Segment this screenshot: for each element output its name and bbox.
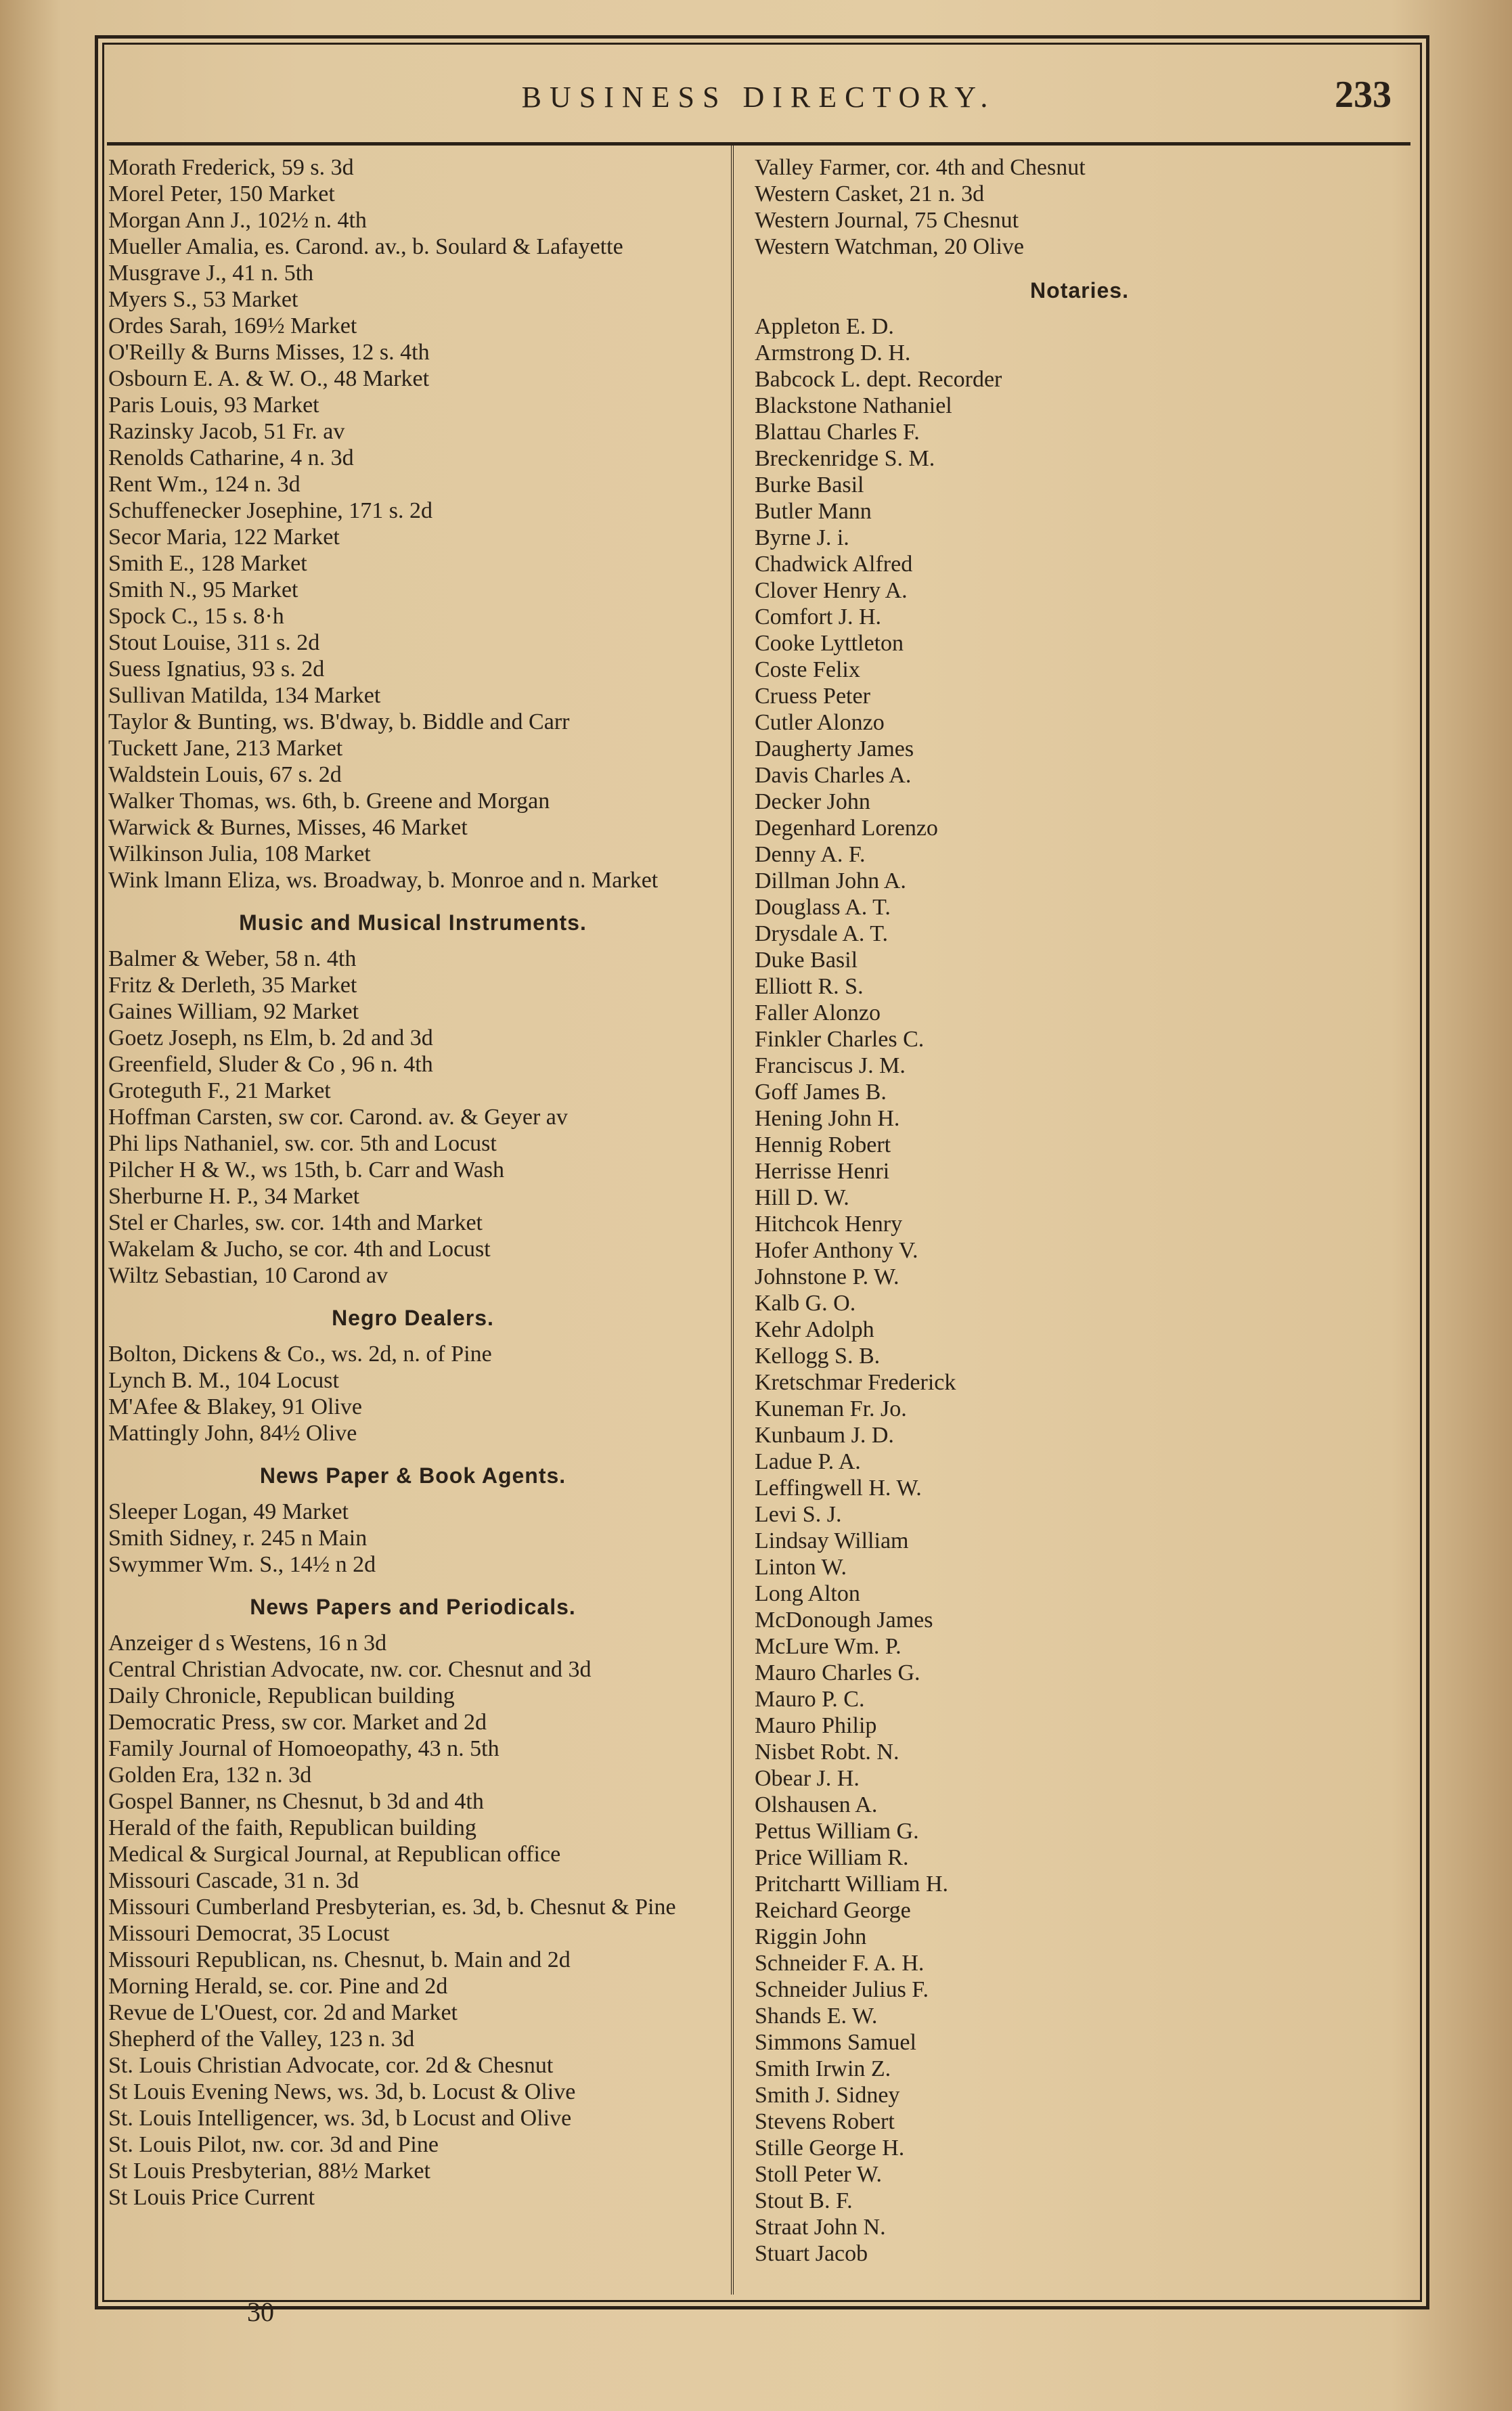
directory-entry: Armstrong D. H. [755, 340, 911, 366]
directory-entry: Missouri Republican, ns. Chesnut, b. Main and 2d [108, 1947, 571, 1972]
directory-entry: Dillman John A. [755, 868, 906, 893]
directory-entry: Elliott R. S. [755, 974, 864, 999]
directory-entry: Gaines William, 92 Market [108, 999, 359, 1024]
directory-entry: Mauro Philip [755, 1713, 877, 1738]
directory-entry: Wiltz Sebastian, 10 Carond av [108, 1263, 388, 1288]
directory-entry: Chadwick Alfred [755, 552, 913, 577]
directory-entry: Kehr Adolph [755, 1317, 874, 1342]
directory-entry: Fritz & Derleth, 35 Market [108, 973, 357, 998]
directory-entry: Ladue P. A. [755, 1449, 861, 1474]
section-heading-negro-dealers: Negro Dealers. [332, 1306, 494, 1330]
directory-entry: Denny A. F. [755, 842, 866, 867]
directory-entry: Blackstone Nathaniel [755, 393, 952, 418]
directory-entry: Hitchcok Henry [755, 1212, 903, 1237]
directory-entry: Medical & Surgical Journal, at Republican office [108, 1842, 561, 1867]
directory-entry: Suess Ignatius, 93 s. 2d [108, 657, 325, 682]
directory-entry: Smith Sidney, r. 245 n Main [108, 1526, 368, 1551]
directory-entry: Finkler Charles C. [755, 1027, 925, 1052]
directory-entry: Golden Era, 132 n. 3d [108, 1763, 312, 1788]
directory-entry: Mauro Charles G. [755, 1660, 920, 1685]
directory-entry: Myers S., 53 Market [108, 287, 298, 312]
directory-entry: M'Afee & Blakey, 91 Olive [108, 1394, 362, 1419]
directory-entry: Stel er Charles, sw. cor. 14th and Market [108, 1210, 483, 1235]
directory-entry: St. Louis Christian Advocate, cor. 2d & Chesnut [108, 2053, 554, 2078]
directory-entry: Western Journal, 75 Chesnut [755, 208, 1019, 233]
directory-entry: Stevens Robert [755, 2109, 895, 2134]
directory-entry: Balmer & Weber, 58 n. 4th [108, 946, 357, 971]
directory-entry: St. Louis Pilot, nw. cor. 3d and Pine [108, 2132, 439, 2157]
continued-list [108, 154, 717, 893]
directory-entry: Democratic Press, sw cor. Market and 2d [108, 1710, 487, 1735]
directory-entry: Hill D. W. [755, 1185, 849, 1210]
directory-entry: St Louis Evening News, ws. 3d, b. Locust & Olive [108, 2079, 576, 2104]
page-number: 233 [1335, 74, 1392, 116]
directory-entry: Wakelam & Jucho, se cor. 4th and Locust [108, 1237, 491, 1262]
section-heading-periodicals: News Papers and Periodicals. [250, 1595, 576, 1619]
directory-entry: Comfort J. H. [755, 604, 881, 629]
directory-entry: Valley Farmer, cor. 4th and Chesnut [755, 155, 1086, 180]
directory-entry: Gospel Banner, ns Chesnut, b 3d and 4th [108, 1789, 484, 1814]
directory-entry: Daily Chronicle, Republican building [108, 1683, 455, 1708]
directory-entry: Hoffman Carsten, sw cor. Carond. av. & Geyer av [108, 1105, 568, 1130]
directory-entry: Sleeper Logan, 49 Market [108, 1499, 349, 1524]
directory-entry: Western Watchman, 20 Olive [755, 234, 1025, 259]
directory-entry: Lindsay William [755, 1528, 909, 1553]
directory-entry: Stuart Jacob [755, 2241, 868, 2266]
directory-entry: Nisbet Robt. N. [755, 1740, 899, 1765]
directory-entry: St Louis Presbyterian, 88½ Market [108, 2159, 430, 2184]
directory-entry: Ordes Sarah, 169½ Market [108, 313, 357, 338]
directory-entry: Greenfield, Sluder & Co , 96 n. 4th [108, 1052, 433, 1077]
directory-entry: Walker Thomas, ws. 6th, b. Greene and Morgan [108, 789, 550, 814]
directory-entry: Linton W. [755, 1555, 847, 1580]
directory-entry: Shands E. W. [755, 2004, 878, 2029]
directory-entry: Straat John N. [755, 2215, 886, 2240]
music-list [108, 946, 717, 1289]
footer-folio: 30 [247, 2297, 274, 2327]
directory-entry: Obear J. H. [755, 1766, 860, 1791]
directory-entry: Morel Peter, 150 Market [108, 181, 335, 206]
directory-entry: Faller Alonzo [755, 1000, 881, 1025]
directory-entry: Stout B. F. [755, 2188, 853, 2213]
right-column [755, 154, 1404, 2267]
directory-entry: Shepherd of the Valley, 123 n. 3d [108, 2027, 415, 2052]
directory-entry: Reichard George [755, 1898, 911, 1923]
directory-entry: McDonough James [755, 1608, 933, 1633]
directory-entry: Davis Charles A. [755, 763, 912, 788]
directory-entry: Herald of the faith, Republican building [108, 1815, 476, 1840]
directory-entry: Revue de L'Ouest, cor. 2d and Market [108, 2000, 458, 2025]
directory-entry: Smith J. Sidney [755, 2083, 900, 2108]
running-header-title: BUSINESS DIRECTORY. [521, 81, 996, 114]
directory-entry: Phi lips Nathaniel, sw. cor. 5th and Locust [108, 1131, 497, 1156]
directory-entry: St. Louis Intelligencer, ws. 3d, b Locust and Olive [108, 2106, 572, 2131]
directory-entry: Hennig Robert [755, 1132, 891, 1157]
directory-entry: Drysdale A. T. [755, 921, 889, 946]
directory-entry: Bolton, Dickens & Co., ws. 2d, n. of Pine [108, 1342, 492, 1367]
directory-entry: Missouri Cascade, 31 n. 3d [108, 1868, 359, 1893]
directory-entry: Pilcher H & W., ws 15th, b. Carr and Wash [108, 1157, 504, 1182]
directory-entry: Kalb G. O. [755, 1291, 856, 1316]
directory-entry: Schneider F. A. H. [755, 1951, 925, 1976]
directory-entry: Groteguth F., 21 Market [108, 1078, 331, 1103]
directory-entry: Butler Mann [755, 499, 872, 524]
agents-list [108, 1499, 717, 1578]
directory-entry: Wink lmann Eliza, ws. Broadway, b. Monroe and n. Market [108, 868, 659, 893]
directory-entry: Wilkinson Julia, 108 Market [108, 841, 371, 866]
negro-dealers-list [108, 1341, 717, 1446]
directory-entry: St Louis Price Current [108, 2185, 315, 2210]
directory-entry: Daugherty James [755, 736, 914, 761]
directory-entry: Swymmer Wm. S., 14½ n 2d [108, 1552, 376, 1577]
directory-entry: Renolds Catharine, 4 n. 3d [108, 445, 354, 470]
directory-entry: Kellogg S. B. [755, 1344, 881, 1369]
directory-entry: Babcock L. dept. Recorder [755, 367, 1002, 392]
directory-entry: Kretschmar Frederick [755, 1370, 956, 1395]
directory-entry: Franciscus J. M. [755, 1053, 906, 1078]
directory-entry: Herrisse Henri [755, 1159, 890, 1184]
directory-entry: Duke Basil [755, 948, 858, 973]
directory-entry: Spock C., 15 s. 8·h [108, 604, 284, 629]
directory-entry: Smith N., 95 Market [108, 577, 298, 602]
left-column [108, 154, 717, 2211]
directory-entry: McLure Wm. P. [755, 1634, 902, 1659]
directory-entry: Pritchartt William H. [755, 1872, 949, 1897]
directory-entry: Morning Herald, se. cor. Pine and 2d [108, 1974, 448, 1999]
directory-entry: Razinsky Jacob, 51 Fr. av [108, 419, 345, 444]
section-heading-agents: News Paper & Book Agents. [259, 1463, 566, 1488]
continued-periodicals-list [755, 154, 1404, 260]
directory-entry: Smith E., 128 Market [108, 551, 307, 576]
directory-entry: Kunbaum J. D. [755, 1423, 894, 1448]
directory-entry: Mattingly John, 84½ Olive [108, 1421, 357, 1446]
directory-entry: Burke Basil [755, 472, 864, 497]
directory-entry: Lynch B. M., 104 Locust [108, 1368, 339, 1393]
directory-entry: Schuffenecker Josephine, 171 s. 2d [108, 498, 433, 523]
directory-entry: Clover Henry A. [755, 578, 908, 603]
directory-entry: Central Christian Advocate, nw. cor. Chesnut and 3d [108, 1657, 592, 1682]
directory-entry: Hofer Anthony V. [755, 1238, 918, 1263]
directory-entry: Secor Maria, 122 Market [108, 525, 340, 550]
section-heading-music: Music and Musical Instruments. [239, 910, 587, 935]
directory-entry: Stoll Peter W. [755, 2162, 882, 2187]
directory-entry: Johnstone P. W. [755, 1264, 899, 1289]
directory-entry: Byrne J. i. [755, 525, 849, 550]
directory-entry: Morath Frederick, 59 s. 3d [108, 155, 354, 180]
directory-entry: Rent Wm., 124 n. 3d [108, 472, 301, 497]
directory-entry: Osbourn E. A. & W. O., 48 Market [108, 366, 430, 391]
directory-entry: Schneider Julius F. [755, 1977, 929, 2002]
directory-entry: Stille George H. [755, 2136, 905, 2161]
directory-entry: O'Reilly & Burns Misses, 12 s. 4th [108, 340, 430, 365]
periodicals-list [108, 1630, 717, 2211]
directory-entry: Taylor & Bunting, ws. B'dway, b. Biddle and Carr [108, 709, 570, 734]
directory-entry: Missouri Cumberland Presbyterian, es. 3d, b. Chesnut & Pine [108, 1895, 676, 1920]
directory-entry: Decker John [755, 789, 870, 814]
directory-entry: Blattau Charles F. [755, 420, 920, 445]
section-heading-notaries: Notaries. [1030, 278, 1129, 303]
directory-entry: Appleton E. D. [755, 314, 894, 339]
directory-entry: Price William R. [755, 1845, 909, 1870]
directory-entry: Stout Louise, 311 s. 2d [108, 630, 320, 655]
directory-entry: Cruess Peter [755, 684, 870, 709]
column-divider [731, 146, 734, 2295]
directory-entry: Waldstein Louis, 67 s. 2d [108, 762, 342, 787]
directory-entry: Paris Louis, 93 Market [108, 393, 319, 418]
directory-entry: Sullivan Matilda, 134 Market [108, 683, 381, 708]
directory-entry: Coste Felix [755, 657, 860, 682]
directory-entry: Western Casket, 21 n. 3d [755, 181, 985, 206]
directory-entry: Cutler Alonzo [755, 710, 885, 735]
directory-entry: Warwick & Burnes, Misses, 46 Market [108, 815, 468, 840]
directory-entry: Simmons Samuel [755, 2030, 916, 2055]
directory-entry: Breckenridge S. M. [755, 446, 935, 471]
directory-entry: Goff James B. [755, 1080, 887, 1105]
directory-entry: Douglass A. T. [755, 895, 891, 920]
directory-entry: Sherburne H. P., 34 Market [108, 1184, 360, 1209]
directory-entry: Levi S. J. [755, 1502, 842, 1527]
directory-entry: Mauro P. C. [755, 1687, 865, 1712]
directory-entry: Olshausen A. [755, 1792, 878, 1817]
directory-entry: Anzeiger d s Westens, 16 n 3d [108, 1631, 387, 1656]
directory-entry: Missouri Democrat, 35 Locust [108, 1921, 390, 1946]
notaries-list [755, 313, 1404, 2267]
directory-entry: Hening John H. [755, 1106, 900, 1131]
directory-entry: Long Alton [755, 1581, 860, 1606]
directory-entry: Smith Irwin Z. [755, 2056, 891, 2081]
directory-entry: Family Journal of Homoeopathy, 43 n. 5th [108, 1736, 499, 1761]
directory-entry: Morgan Ann J., 102½ n. 4th [108, 208, 367, 233]
directory-entry: Degenhard Lorenzo [755, 816, 938, 841]
directory-entry: Mueller Amalia, es. Carond. av., b. Soulard & Lafayette [108, 234, 623, 259]
directory-entry: Pettus William G. [755, 1819, 919, 1844]
directory-entry: Musgrave J., 41 n. 5th [108, 261, 314, 286]
directory-entry: Leffingwell H. W. [755, 1476, 922, 1501]
directory-entry: Riggin John [755, 1924, 867, 1949]
directory-entry: Tuckett Jane, 213 Market [108, 736, 343, 761]
directory-entry: Kuneman Fr. Jo. [755, 1396, 907, 1421]
header-rule [107, 142, 1410, 146]
directory-entry: Goetz Joseph, ns Elm, b. 2d and 3d [108, 1025, 433, 1050]
directory-entry: Cooke Lyttleton [755, 631, 904, 656]
